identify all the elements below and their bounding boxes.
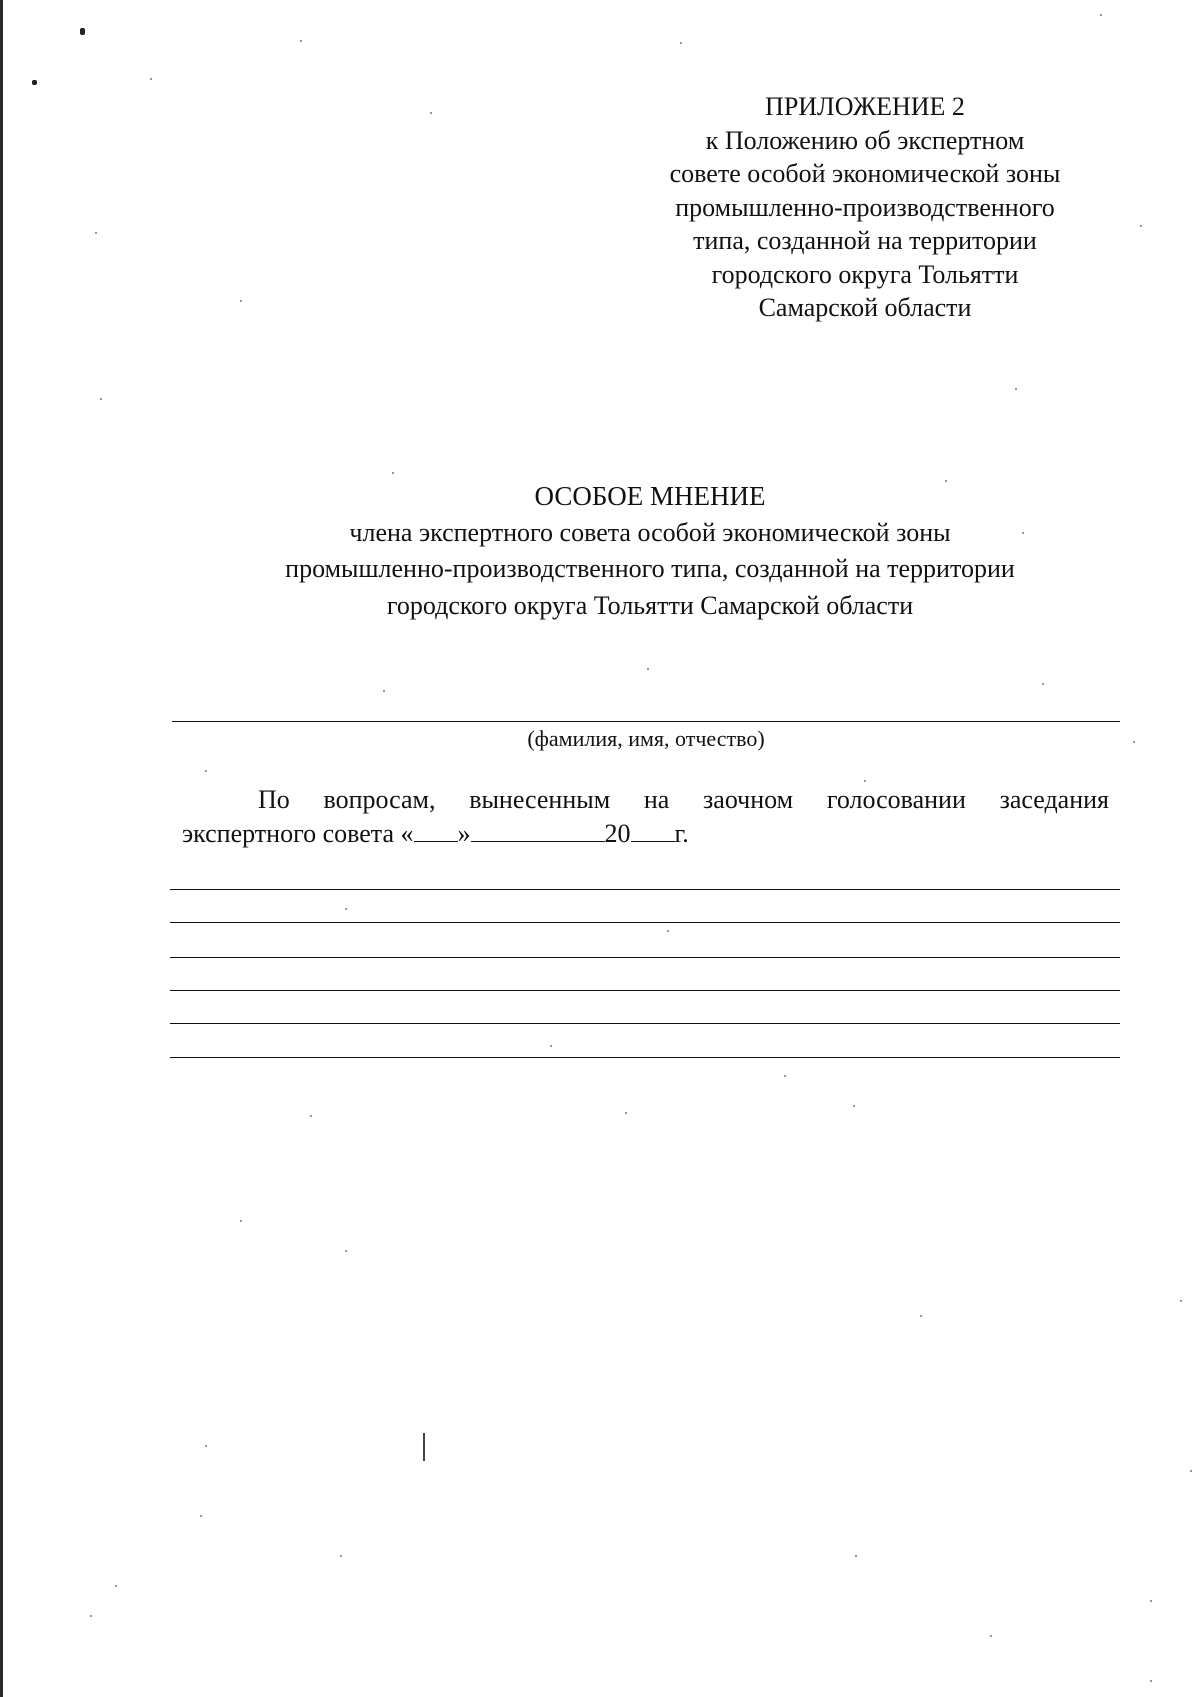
scan-speck <box>205 770 207 772</box>
scan-speck <box>1100 14 1102 16</box>
scan-speck <box>550 1045 552 1047</box>
scan-speck <box>100 398 102 400</box>
year-prefix: 20 <box>604 819 631 848</box>
scan-speck <box>1042 683 1044 685</box>
scan-speck <box>667 930 669 932</box>
year-field[interactable] <box>631 819 675 842</box>
scan-speck <box>345 1250 347 1252</box>
scan-speck <box>200 1515 202 1517</box>
title-heading: ОСОБОЕ МНЕНИЕ <box>534 481 766 511</box>
scan-speck <box>392 472 394 474</box>
scan-speck <box>1015 388 1017 390</box>
scan-speck <box>784 1075 786 1077</box>
scan-mark <box>423 1433 425 1461</box>
answer-line[interactable] <box>170 922 1120 923</box>
scan-speck <box>1140 225 1142 227</box>
scan-speck <box>625 1112 627 1114</box>
scan-speck <box>240 1220 242 1222</box>
appendix-header <box>640 90 1090 325</box>
question-line: По вопросам, вынесенным на заочном голосовании заседания <box>258 785 1109 814</box>
day-field[interactable] <box>414 819 458 842</box>
scan-speck <box>300 40 302 42</box>
month-field[interactable] <box>471 819 605 842</box>
question-line-prefix: экспертного совета « <box>182 819 414 848</box>
page-left-edge <box>0 0 3 1697</box>
scan-speck <box>80 28 85 35</box>
scan-speck <box>1150 1680 1152 1682</box>
scan-speck <box>920 1315 922 1317</box>
appendix-line: типа, созданной на территории <box>693 226 1037 255</box>
quote-close: » <box>457 819 471 848</box>
scan-speck <box>340 1555 342 1557</box>
title-line: городского округа Тольятти Самарской области <box>386 590 914 620</box>
scan-speck <box>150 78 152 80</box>
scan-speck <box>647 668 649 670</box>
scan-speck <box>1133 741 1135 743</box>
appendix-line: промышленно-производственного <box>675 192 1055 222</box>
scan-speck <box>853 1105 855 1107</box>
scan-speck <box>383 690 385 692</box>
question-paragraph <box>182 783 1109 851</box>
answer-line[interactable] <box>170 990 1120 991</box>
appendix-line: городского округа Тольятти <box>711 259 1019 289</box>
full-name-field[interactable] <box>172 721 1120 722</box>
appendix-line: Самарской области <box>758 293 972 322</box>
scan-speck <box>240 300 242 302</box>
scan-speck <box>1150 1600 1152 1602</box>
answer-line[interactable] <box>170 957 1120 958</box>
scan-speck <box>864 780 866 782</box>
scan-speck <box>1190 1470 1192 1472</box>
scan-speck <box>1180 1300 1182 1302</box>
scan-speck <box>32 80 37 85</box>
scan-speck <box>430 112 432 114</box>
scan-speck <box>990 1635 992 1637</box>
scan-speck <box>310 1115 312 1117</box>
full-name-caption: (фамилия, имя, отчество) <box>527 726 765 751</box>
answer-line[interactable] <box>170 1057 1120 1058</box>
title-line: члена экспертного совета особой экономической зоны <box>349 517 951 547</box>
scan-speck <box>90 1615 92 1617</box>
question-date-line <box>182 817 1109 851</box>
scan-speck <box>680 42 682 44</box>
answer-line[interactable] <box>170 1023 1120 1024</box>
scan-speck <box>855 1555 857 1557</box>
appendix-line: совете особой экономической зоны <box>669 159 1061 188</box>
scan-speck <box>345 908 347 910</box>
appendix-line: к Положению об экспертном <box>705 125 1025 155</box>
document-title <box>150 478 1150 624</box>
year-suffix: г. <box>674 819 689 848</box>
appendix-line: ПРИЛОЖЕНИЕ 2 <box>765 92 965 121</box>
scan-speck <box>95 232 97 234</box>
title-line: промышленно-производственного типа, созданной на территории <box>285 554 1015 583</box>
answer-line[interactable] <box>170 889 1120 890</box>
scan-speck <box>205 1445 207 1447</box>
scan-speck <box>115 1585 117 1587</box>
